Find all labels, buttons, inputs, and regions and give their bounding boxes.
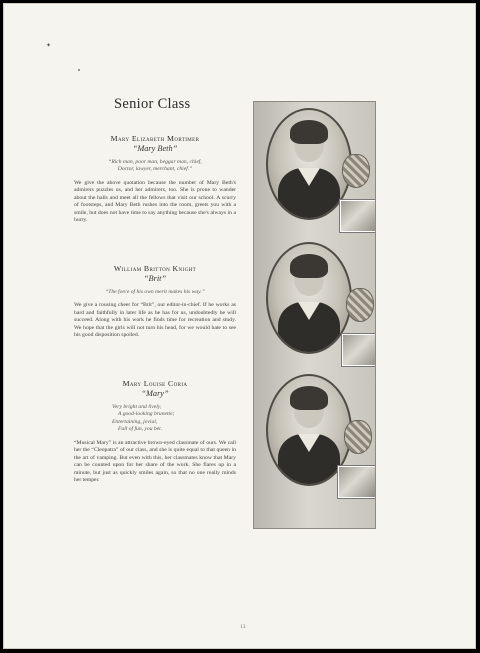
senior-verse xyxy=(74,404,236,434)
senior-entry-1 xyxy=(74,134,236,225)
portrait-hair xyxy=(290,254,328,278)
senior-quote xyxy=(74,289,236,296)
senior-entry-3 xyxy=(74,379,236,485)
verse-line: Very bright and lively, xyxy=(112,404,162,410)
senior-nickname: “Brit” xyxy=(143,274,167,283)
senior-name: William Britton Knight xyxy=(113,264,197,273)
verse-line: Full of fun, you bet. xyxy=(118,426,163,433)
yearbook-page xyxy=(3,3,476,649)
portrait-hair xyxy=(290,120,328,144)
senior-nickname: “Mary Beth” xyxy=(132,144,178,153)
snapshot-photo xyxy=(338,466,376,498)
verse-line: Entertaining, jovial, xyxy=(112,418,158,425)
senior-bio: We give a rousing cheer for “Brit”, our editor-in-chief. If he works as hard and faithfully in later life as he has for us, undoubtedly he will succeed. Along with his work he finds time for recreation and study. We hope that the girls will not turn his head, for we would hate to see his good disposition spoiled. xyxy=(74,302,236,339)
senior-name: Mary Louise Coria xyxy=(122,379,188,388)
ornament-mark-icon: ✦ xyxy=(46,42,52,49)
pine-cone-icon xyxy=(342,154,370,188)
portrait-hair xyxy=(290,386,328,410)
portrait-photo xyxy=(266,242,352,354)
senior-entry-2 xyxy=(74,264,236,340)
snapshot-photo xyxy=(340,200,376,232)
pine-cone-icon xyxy=(346,288,374,322)
snapshot-photo xyxy=(342,334,376,366)
senior-bio: We give the above quotation because the number of Mary Beth's admirers puzzles us, and her admirers, too. She is prone to wander about the halls and meet all the fellows that visit our school. A scurry of footsteps, and Mary Beth rushes into the room, greets you with a smile, but does not have time to say anything because she's always in a hurry. xyxy=(74,179,236,224)
dot-mark xyxy=(78,69,80,71)
page-title: Senior Class xyxy=(114,96,191,112)
senior-bio: “Musical Mary” is an attractive brown-eyed classmate of ours. We call her the “Cleopatra” of our class, and she is quite equal to that queen in the art of vamping. But even with this, her classmates know that Mary can be counted upon for her share of the work. She flares up in a minute, but just as quickly smiles again, so that no one really minds her temper. xyxy=(74,439,236,484)
pine-cone-icon xyxy=(344,420,372,454)
photo-panel xyxy=(253,101,376,529)
quote-line: Doctor, lawyer, merchant, chief.” xyxy=(117,166,193,173)
senior-quote xyxy=(74,159,236,174)
quote-line: “Rich man, poor man, beggar man, chief, xyxy=(108,159,202,165)
senior-nickname: “Mary” xyxy=(141,389,169,398)
quote-line: “The force of his own merit makes his way.” xyxy=(105,289,205,295)
senior-name: Mary Elizabeth Mortimer xyxy=(110,134,200,143)
verse-line: A good-looking brunette; xyxy=(118,411,175,418)
page-number: 13 xyxy=(240,624,246,630)
